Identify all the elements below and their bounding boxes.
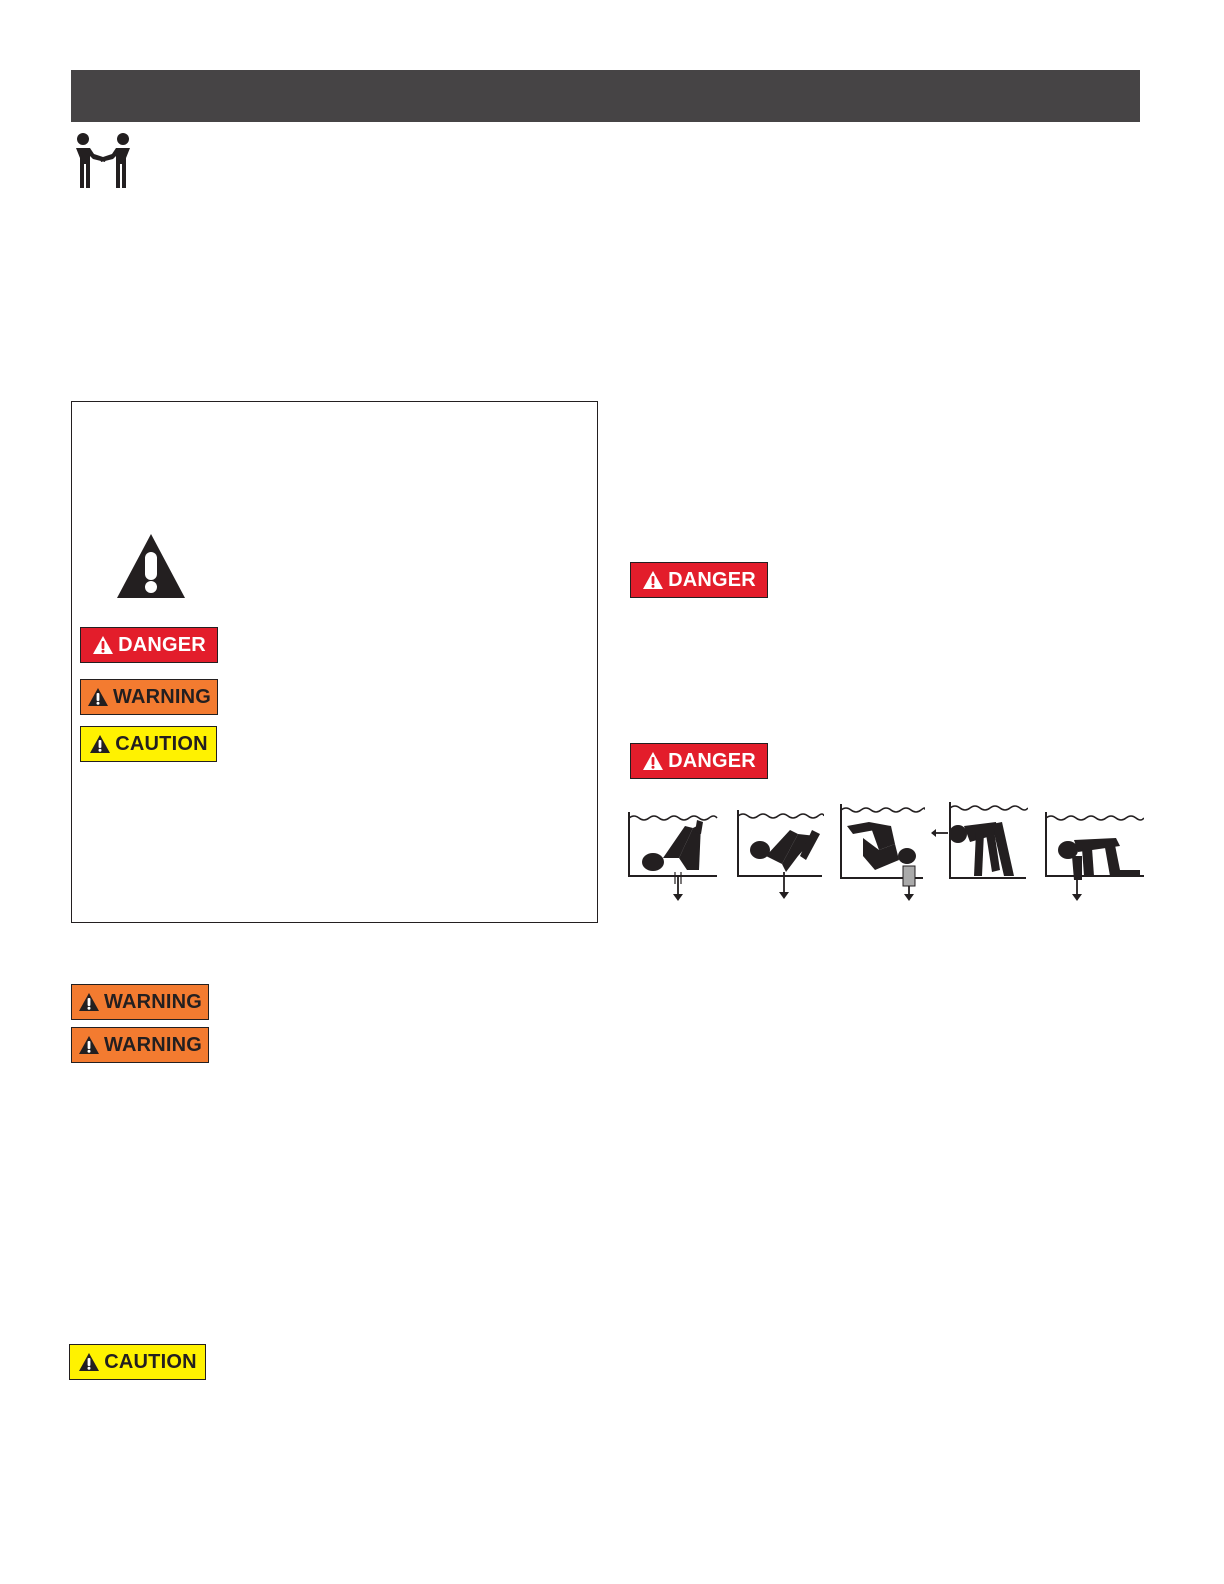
danger-label (630, 743, 768, 779)
warning-triangle-icon (87, 687, 109, 707)
caution-label-text: CAUTION (115, 732, 208, 755)
handshake-icon (72, 130, 134, 192)
warning-label-text: WARNING (103, 1033, 203, 1056)
warning-label (71, 1027, 209, 1063)
warning-triangle-icon (78, 992, 100, 1012)
caution-label (69, 1344, 206, 1380)
danger-label (630, 562, 768, 598)
danger-label-text: DANGER (118, 633, 206, 656)
danger-label-text: DANGER (668, 749, 756, 772)
evisceration-icon (930, 800, 1028, 910)
warning-label-text: WARNING (112, 685, 212, 708)
warning-label (80, 679, 218, 715)
warning-triangle-icon (78, 1352, 100, 1372)
section-header-bar (71, 70, 1140, 122)
caution-label-text: CAUTION (104, 1350, 197, 1373)
hair-entrapment-icon (627, 800, 719, 910)
warning-triangle-icon (89, 734, 111, 754)
mechanical-entrapment-icon (1044, 800, 1144, 910)
warning-label (71, 984, 209, 1020)
warning-triangle-icon (78, 1035, 100, 1055)
danger-label (80, 627, 218, 663)
limb-entrapment-icon (736, 800, 824, 910)
warning-label-text: WARNING (103, 990, 203, 1013)
caution-label (80, 726, 217, 762)
warning-triangle-icon (642, 570, 664, 590)
body-suction-entrapment-icon (839, 800, 925, 910)
warning-triangle-icon (642, 751, 664, 771)
safety-alert-symbol-icon (115, 532, 187, 600)
warning-triangle-icon (92, 635, 114, 655)
danger-label-text: DANGER (668, 568, 756, 591)
